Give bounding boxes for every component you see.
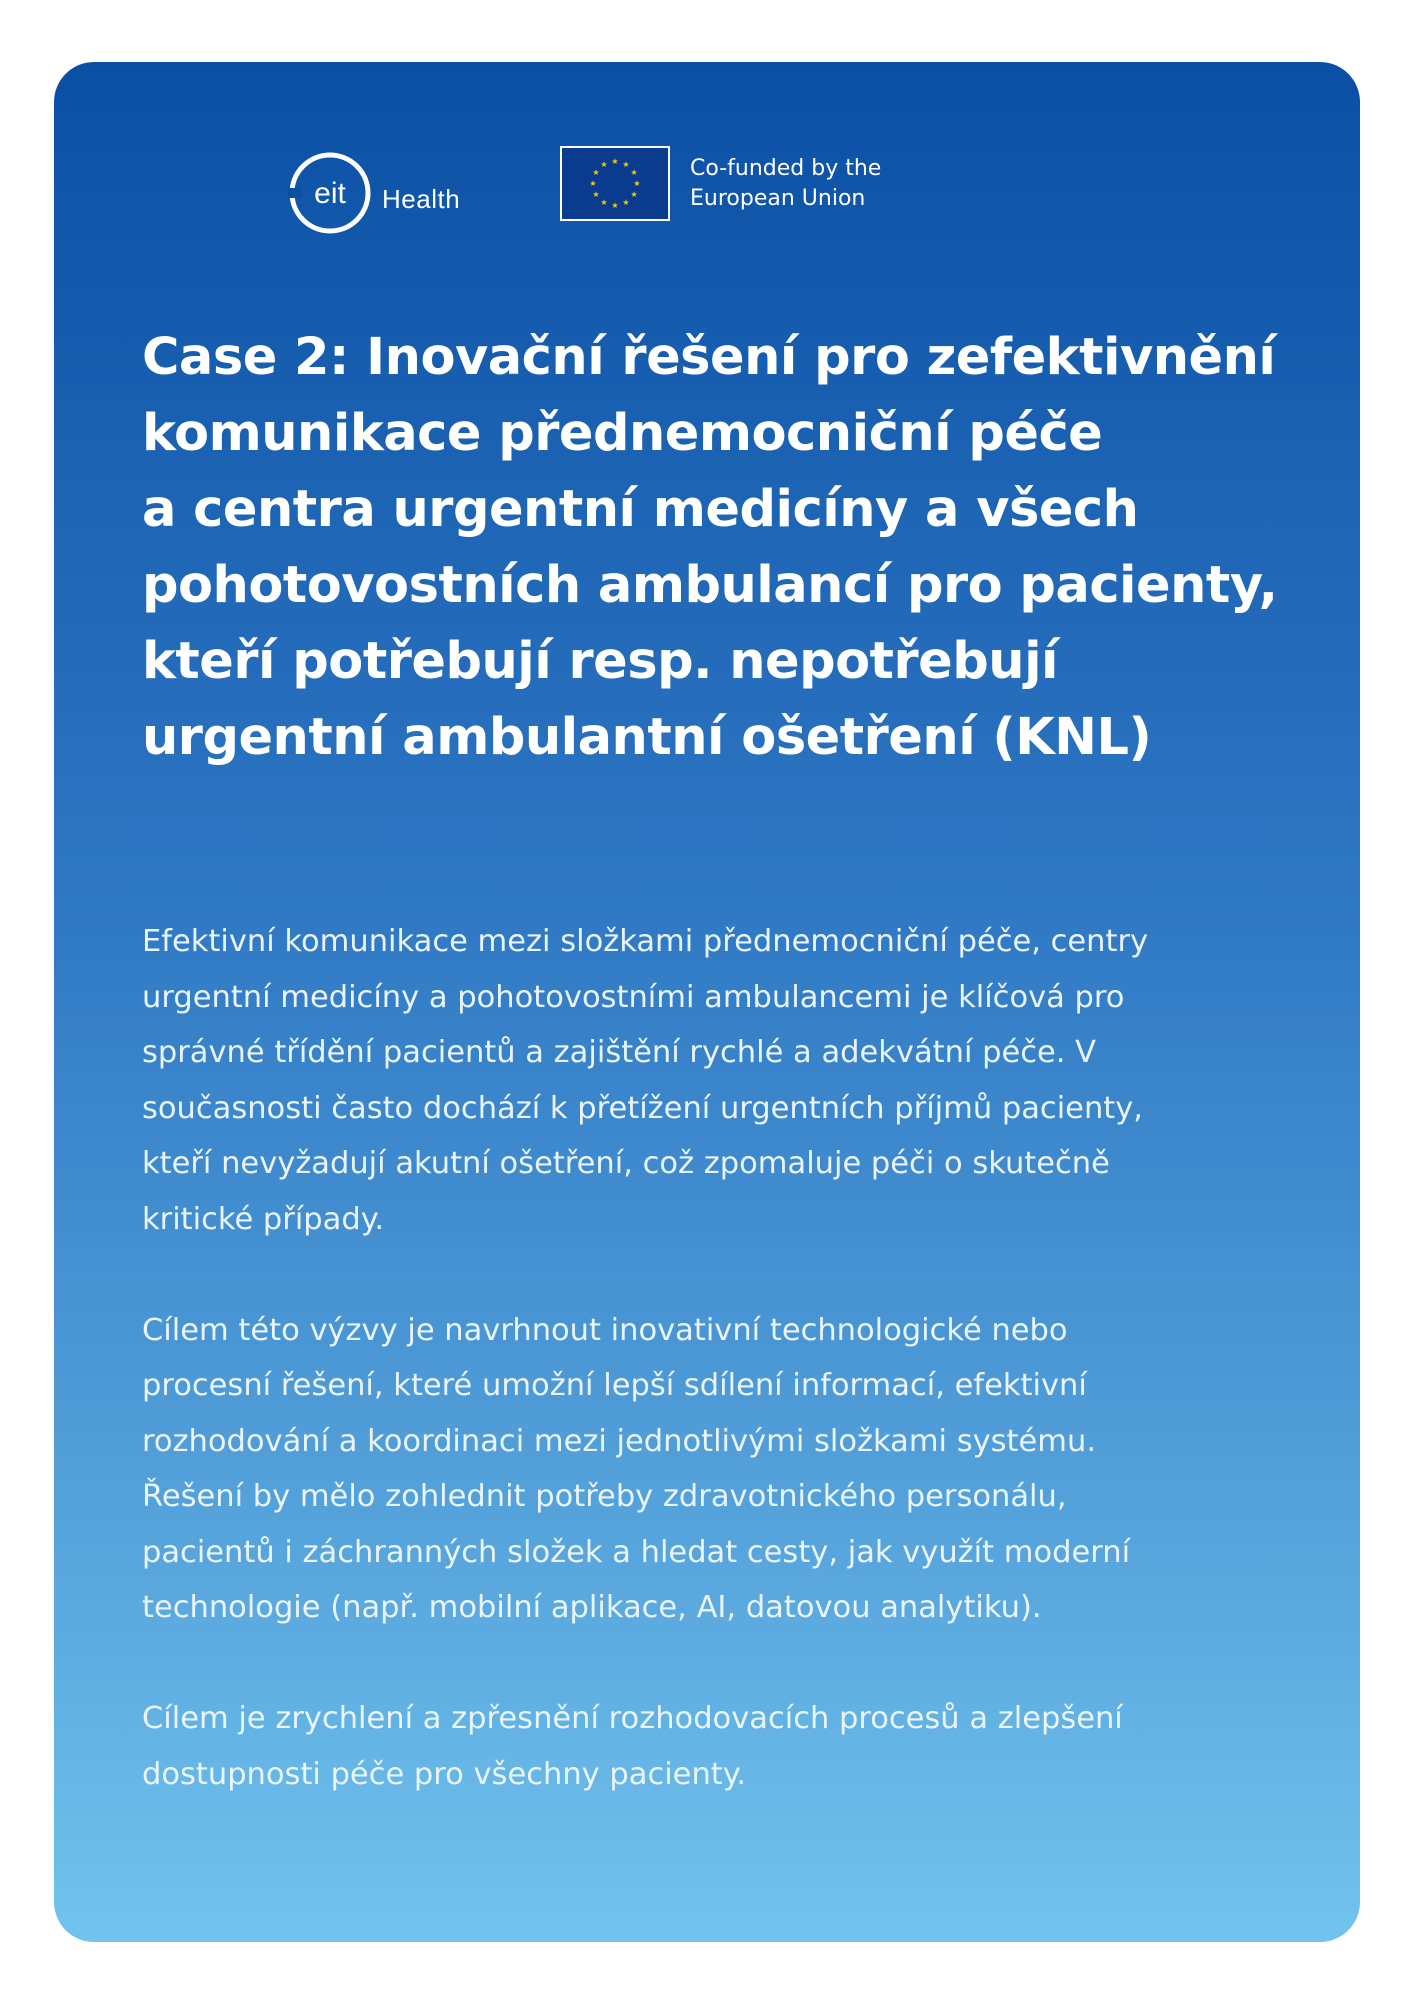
eit-circle-icon <box>284 148 384 238</box>
body-text <box>142 914 1312 1858</box>
eit-health-logo <box>284 148 494 238</box>
text-line: technologie (např. mobilní aplikace, AI, datovou analytiku). <box>142 1590 1042 1625</box>
title-line: komunikace přednemocniční péče <box>142 404 1103 463</box>
eit-health-label: Health <box>382 184 461 214</box>
text-line: kritické případy. <box>142 1201 385 1237</box>
eu-funding-line-1: Co-funded by the <box>690 156 882 181</box>
text-line: Efektivní komunikace mezi složkami přednemocniční péče, centry <box>142 924 1149 959</box>
eu-star-icon: ★ <box>622 159 630 169</box>
text-line: Cílem je zrychlení a zpřesnění rozhodovacích procesů a zlepšení <box>142 1701 1123 1736</box>
text-line: Řešení by mělo zohlednit potřeby zdravotnického personálu, <box>142 1479 1067 1514</box>
text-line: kteří nevyžadují akutní ošetření, což zpomaluje péči o skutečně <box>142 1146 1110 1181</box>
eu-funding-text <box>690 154 881 214</box>
text-line: současnosti často dochází k přetížení urgentních příjmů pacienty, <box>142 1090 1143 1126</box>
eu-star-icon: ★ <box>611 201 619 210</box>
title-line: Case 2: Inovační řešení pro zefektivnění <box>142 328 1276 387</box>
title-line: a centra urgentní medicíny a všech <box>142 480 1139 539</box>
eu-flag-icon <box>560 146 670 221</box>
document-card <box>54 62 1360 1942</box>
eu-star-icon: ★ <box>592 190 600 199</box>
title-line: urgentní ambulantní ošetření (KNL) <box>142 708 1152 767</box>
logo-bar <box>284 134 984 254</box>
eit-logo-text: eit <box>314 177 346 210</box>
eu-star-icon: ★ <box>589 179 597 188</box>
eu-star-icon: ★ <box>611 157 619 166</box>
paragraph-intro <box>142 914 1312 1247</box>
page-title <box>142 320 1302 776</box>
eu-star-icon: ★ <box>630 168 638 177</box>
text-line: urgentní medicíny a pohotovostními ambulancemi je klíčová pro <box>142 979 1125 1015</box>
eu-funding-line-2: European Union <box>690 186 866 211</box>
paragraph-goal <box>142 1303 1312 1636</box>
eu-star-icon: ★ <box>600 198 608 208</box>
title-line: kteří potřebují resp. nepotřebují <box>142 632 1059 691</box>
text-line: správné třídění pacientů a zajištění rychlé a adekvátní péče. V <box>142 1035 1097 1070</box>
eu-star-icon: ★ <box>600 159 608 169</box>
eu-star-icon: ★ <box>633 179 641 188</box>
text-line: dostupnosti péče pro všechny pacienty. <box>142 1756 747 1792</box>
text-line: rozhodování a koordinaci mezi jednotlivými složkami systému. <box>142 1423 1097 1459</box>
paragraph-summary <box>142 1691 1312 1802</box>
text-line: procesní řešení, které umožní lepší sdílení informací, efektivní <box>142 1368 1087 1403</box>
text-line: Cílem této výzvy je navrhnout inovativní technologické nebo <box>142 1312 1068 1348</box>
eu-star-icon: ★ <box>622 198 630 208</box>
eu-star-icon: ★ <box>630 190 638 199</box>
title-line: pohotovostních ambulancí pro pacienty, <box>142 556 1278 615</box>
text-line: pacientů i záchranných složek a hledat cesty, jak využít moderní <box>142 1534 1131 1570</box>
eu-star-icon: ★ <box>592 168 600 177</box>
